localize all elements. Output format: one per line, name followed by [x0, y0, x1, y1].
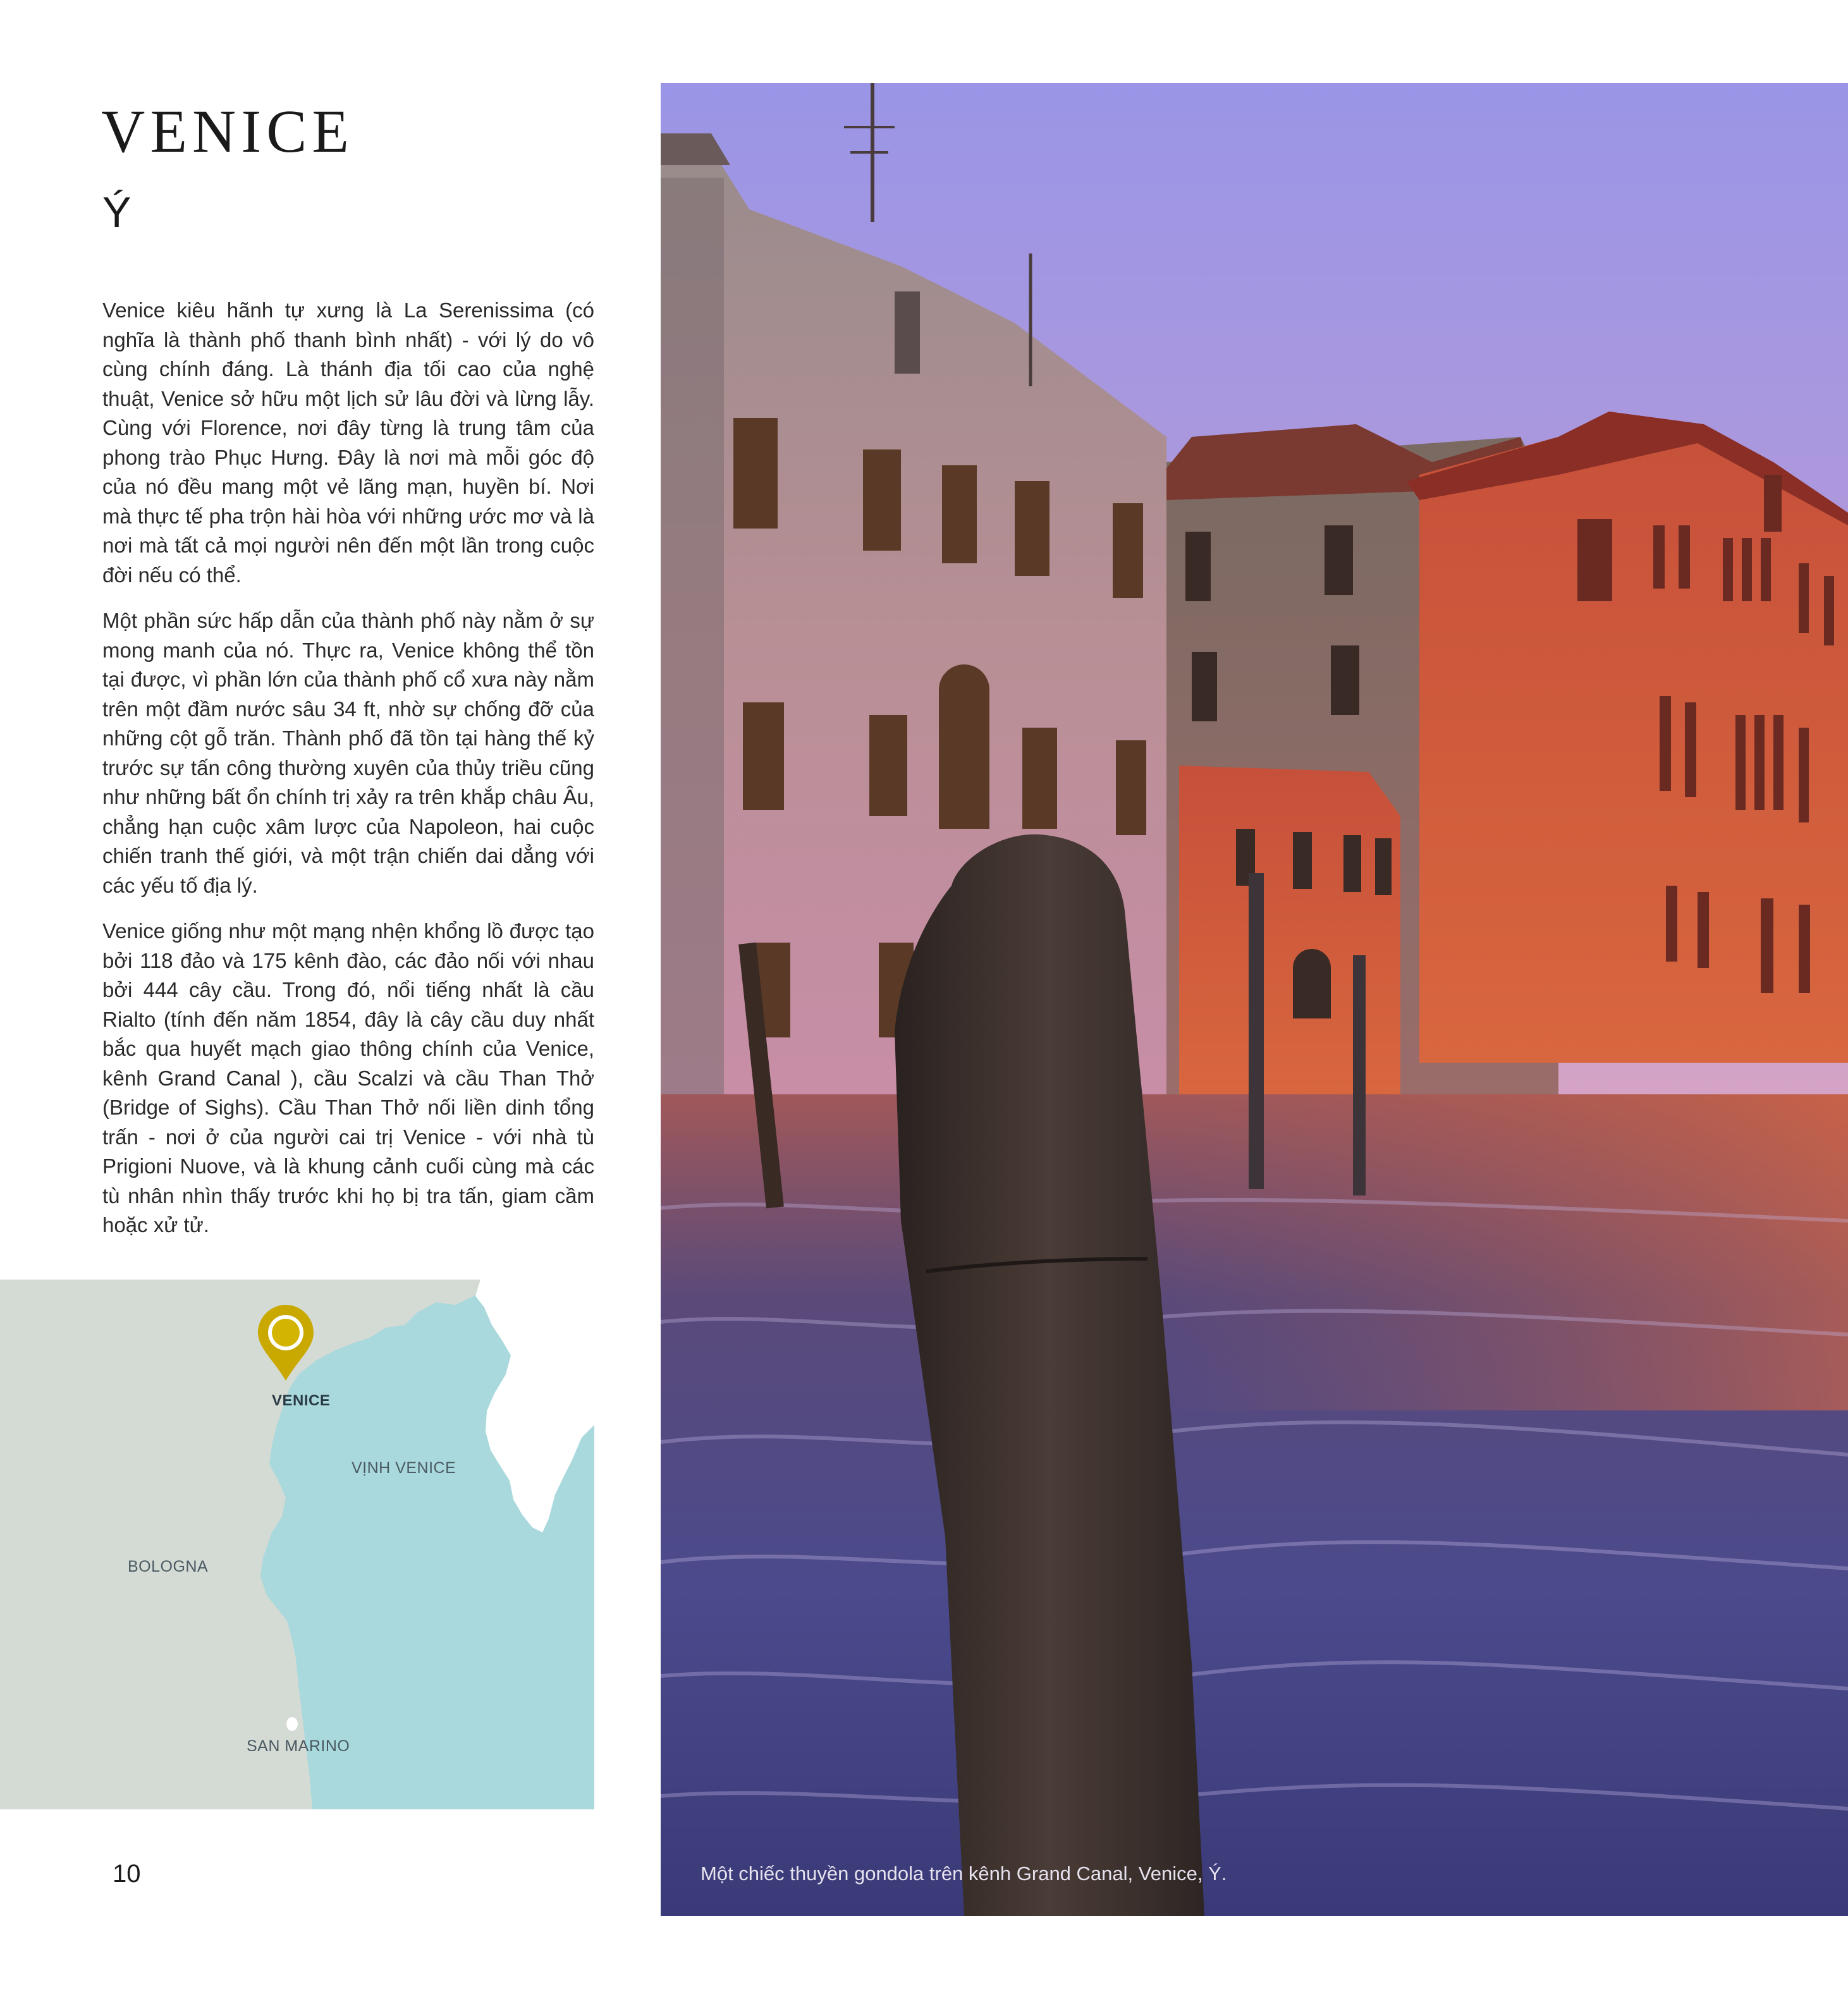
- venice-canal-photo: [661, 83, 1848, 1916]
- paragraph-1: Venice kiêu hãnh tự xưng là La Serenissima (có nghĩa là thành phố thanh bình nhất) - với lý do vô cùng chính đáng. Là thánh địa tối cao của nghệ thuật, Venice sở hữu một lịch sử lâu đời và lừng lẫy. Cùng với Florence, nơi đây từng là trung tâm của phong trào Phục Hưng. Đây là nơi mà mỗi góc độ của nó đều mang một vẻ lãng mạn, huyền bí. Nơi mà thực tế pha trộn hài hòa với những ước mơ và là nơi mà tất cả mọi người nên đến một lần trong cuộc đời nếu có thể.: [102, 298, 594, 587]
- san-marino-shape: [286, 1717, 298, 1731]
- page-number: 10: [113, 1860, 141, 1888]
- article-body: [102, 296, 594, 1257]
- map-graphic: [0, 1280, 594, 1809]
- photo-illustration: [661, 83, 1848, 1916]
- photo-caption: Một chiếc thuyền gondola trên kênh Grand Canal, Venice, Ý.: [701, 1862, 1227, 1885]
- map-label-san-marino: SAN MARINO: [247, 1737, 350, 1755]
- map-label-bologna: BOLOGNA: [128, 1558, 209, 1575]
- page-title: VENICE: [101, 97, 354, 165]
- country-name: Ý: [102, 188, 132, 236]
- map-label-gulf: VỊNH VENICE: [352, 1459, 456, 1477]
- map-label-venice: VENICE: [272, 1392, 331, 1409]
- paragraph-3: Venice giống như một mạng nhện khổng lồ được tạo bởi 118 đảo và 175 kênh đào, các đảo nối với nhau bởi 444 cây cầu. Trong đó, nổi tiếng nhất là cầu Rialto (tính đến năm 1854, đây là cây cầu duy nhất bắc qua huyết mạch giao thông chính của Venice, kênh Grand Canal ), cầu Scalzi và cầu Than Thở (Bridge of Sighs). Cầu Than Thở nối liền dinh tổng trấn - nơi ở của người cai trị Venice - với nhà tù Prigioni Nuove, và là khung cảnh cuối cùng mà các tù nhân nhìn thấy trước khi họ bị tra tấn, giam cầm hoặc xử tử.: [102, 919, 594, 1237]
- paragraph-2: Một phần sức hấp dẫn của thành phố này nằm ở sự mong manh của nó. Thực ra, Venice không thể tồn tại được, vì phần lớn của thành phố cổ xưa này nằm trên một đầm nước sâu 34 ft, nhờ sự chống đỡ của những cột gỗ trăn. Thành phố đã tồn tại hàng thế kỷ trước sự tấn công thường xuyên của thủy triều cũng như những bất ổn chính trị xảy ra trên khắp châu Âu, chẳng hạn cuộc xâm lược của Napoleon, hai cuộc chiến tranh thế giới, và một trận chiến dai dẳng với các yếu tố địa lý.: [102, 609, 594, 897]
- location-map: [0, 1280, 594, 1809]
